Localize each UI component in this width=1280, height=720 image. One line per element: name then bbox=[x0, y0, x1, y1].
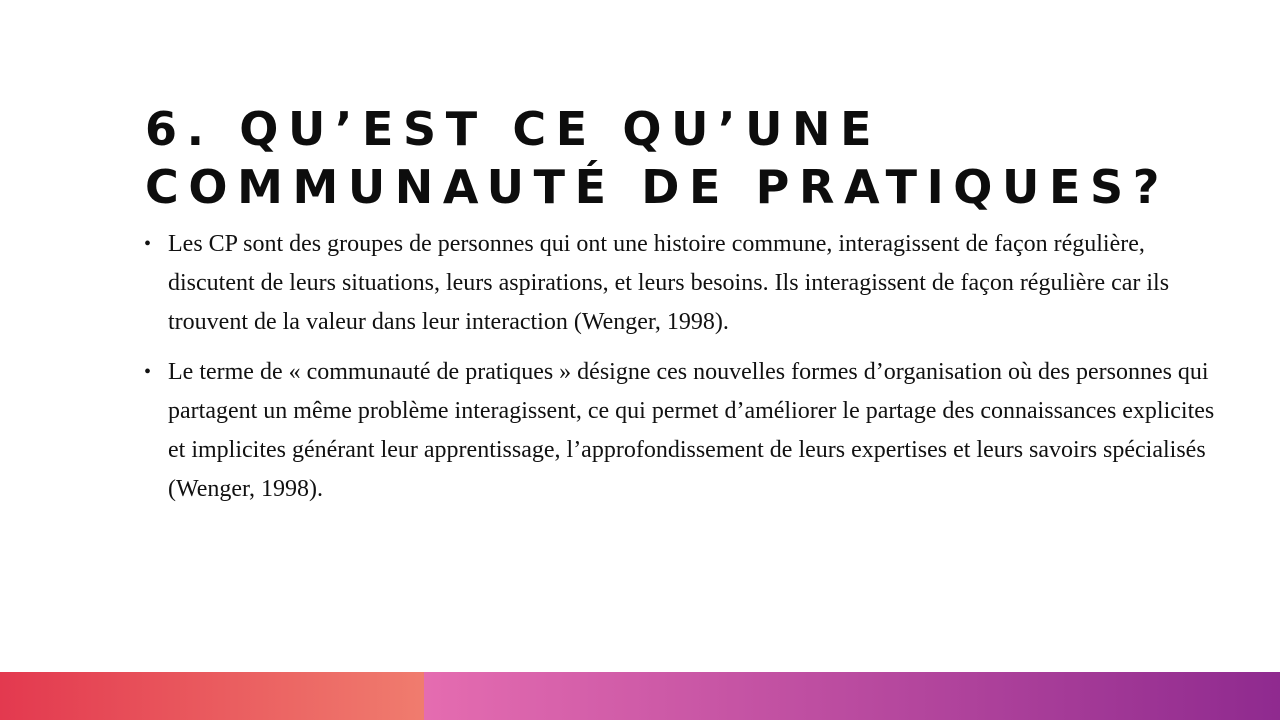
bullet-icon: • bbox=[144, 233, 152, 255]
bullet-item bbox=[144, 225, 1234, 342]
band-right-segment bbox=[424, 672, 1280, 720]
slide-title-line-2: COMMUNAUTÉ DE PRATIQUES? bbox=[145, 160, 1169, 214]
decorative-bottom-band bbox=[0, 672, 1280, 720]
bullet-text: Les CP sont des groupes de personnes qui ont une histoire commune, interagissent de façon régulière, discutent de leurs situations, leurs aspirations, et leurs besoins. Ils interagissent de façon régulière car ils trouvent de la valeur dans leur interaction (Wenger, 1998). bbox=[168, 231, 1170, 335]
bullet-item bbox=[144, 353, 1234, 509]
bullet-icon: • bbox=[144, 361, 152, 383]
band-left-segment bbox=[0, 672, 424, 720]
slide-title-line-1: 6. QU’EST CE QU’UNE bbox=[145, 102, 882, 156]
bullet-text: Le terme de « communauté de pratiques » désigne ces nouvelles formes d’organisation où des personnes qui partagent un même problème interagissent, ce qui permet d’améliorer le partage des connaissances explicites et implicites générant leur apprentissage, l’approfondissement de leurs expertises et leurs savoirs spécialisés (Wenger, 1998). bbox=[168, 359, 1215, 502]
bullet-list bbox=[144, 225, 1234, 520]
slide-title bbox=[145, 100, 1245, 216]
